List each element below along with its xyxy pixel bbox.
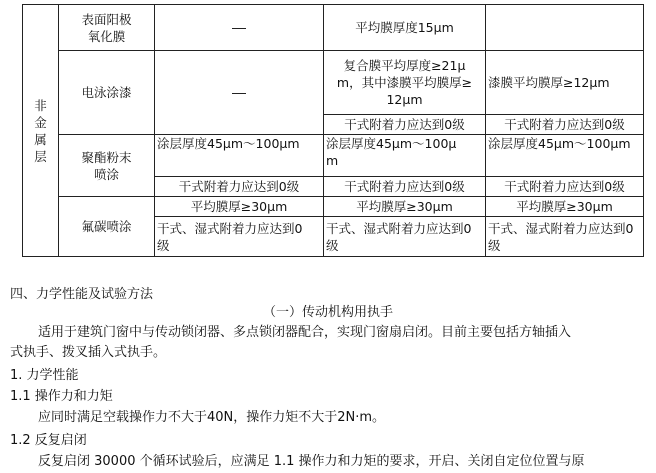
row-name-line: 氧化膜: [87, 28, 126, 44]
cell-line: 级: [326, 237, 339, 253]
cell-line: 级: [488, 237, 501, 253]
cell-line: 干式、湿式附着力应达到0: [326, 220, 472, 236]
row-name-line: 聚酯粉末: [81, 149, 132, 165]
cell-line: 复合膜平均厚度≥21μ: [343, 58, 466, 73]
powder-col2: [324, 135, 486, 177]
cell-line: 级: [157, 237, 170, 253]
row-name-line: 表面阳极: [81, 11, 132, 27]
category-char: 层: [34, 148, 47, 164]
cell-line: 干式、湿式附着力应达到0: [488, 220, 634, 236]
anodizing-col2: 平均膜厚度15μm: [324, 5, 486, 51]
heading-repeated-opening: 1.2 反复启闭: [10, 433, 87, 448]
fluorocarbon-adhesion1: [155, 217, 324, 257]
electrophoresis-col1: [155, 51, 324, 135]
intro-paragraph-line: 适用于建筑门窗中与传动锁闭器、多点锁闭器配合，实现门窗扇启闭。目前主要包括方轴插入: [38, 325, 572, 340]
anodizing-col3: [486, 5, 644, 51]
cell-line: m，其中漆膜平均膜厚≥: [336, 75, 473, 90]
category-char: 属: [34, 131, 47, 147]
powder-col3: 涂层厚度45μm～100μm: [486, 135, 644, 177]
cell-line: 12μm: [386, 92, 423, 107]
powder-col1: 涂层厚度45μm～100μm: [155, 135, 324, 177]
fluorocarbon-adhesion3: [486, 217, 644, 257]
row-name-powder: [59, 135, 155, 197]
repeated-opening-paragraph: 反复启闭 30000 个循环试验后，应满足 1.1 操作力和力矩的要求，开启、关闭自定位位置与原: [38, 454, 585, 469]
heading-mechanical-properties: 1. 力学性能: [10, 368, 79, 383]
powder-adhesion2: 干式附着力应达到0级: [324, 177, 486, 197]
fluorocarbon-col1: 平均膜厚≥30μm: [155, 197, 324, 217]
cell-line: m: [326, 153, 339, 168]
fluorocarbon-col2: 平均膜厚≥30μm: [324, 197, 486, 217]
electrophoresis-col3: 漆膜平均膜厚≥12μm: [486, 51, 644, 115]
electrophoresis-adhesion3: 干式附着力应达到0级: [486, 115, 644, 135]
category-char: 非: [34, 97, 47, 113]
row-name-fluorocarbon: 氟碳喷涂: [59, 197, 155, 257]
powder-adhesion1: 干式附着力应达到0级: [155, 177, 324, 197]
cell-line: 涂层厚度45μm～100μ: [326, 136, 457, 151]
category-cell: [23, 5, 59, 257]
operating-force-paragraph: 应同时满足空载操作力不大于40N，操作力矩不大于2N·m。: [38, 410, 386, 425]
electrophoresis-col2: [324, 51, 486, 115]
electrophoresis-adhesion2: 干式附着力应达到0级: [324, 115, 486, 135]
fluorocarbon-col3: 平均膜厚≥30μm: [486, 197, 644, 217]
row-name-line: 喷涂: [93, 166, 119, 182]
category-char: 金: [34, 114, 47, 130]
coating-requirements-table: [22, 4, 644, 257]
fluorocarbon-adhesion2: [324, 217, 486, 257]
heading-operating-force: 1.1 操作力和力矩: [10, 389, 113, 404]
dash-mark: [232, 28, 246, 29]
intro-paragraph-line: 式执手、拨叉插入式执手。: [10, 345, 167, 360]
row-name-anodizing: [59, 5, 155, 51]
anodizing-col1: [155, 5, 324, 51]
section-heading: 四、力学性能及试验方法: [10, 287, 154, 302]
powder-adhesion3: 干式附着力应达到0级: [486, 177, 644, 197]
row-name-electrophoresis: 电泳涂漆: [59, 51, 155, 135]
dash-mark: [232, 93, 246, 94]
cell-line: 干式、湿式附着力应达到0: [157, 220, 303, 236]
subsection-heading: （一）传动机构用执手: [262, 305, 393, 320]
